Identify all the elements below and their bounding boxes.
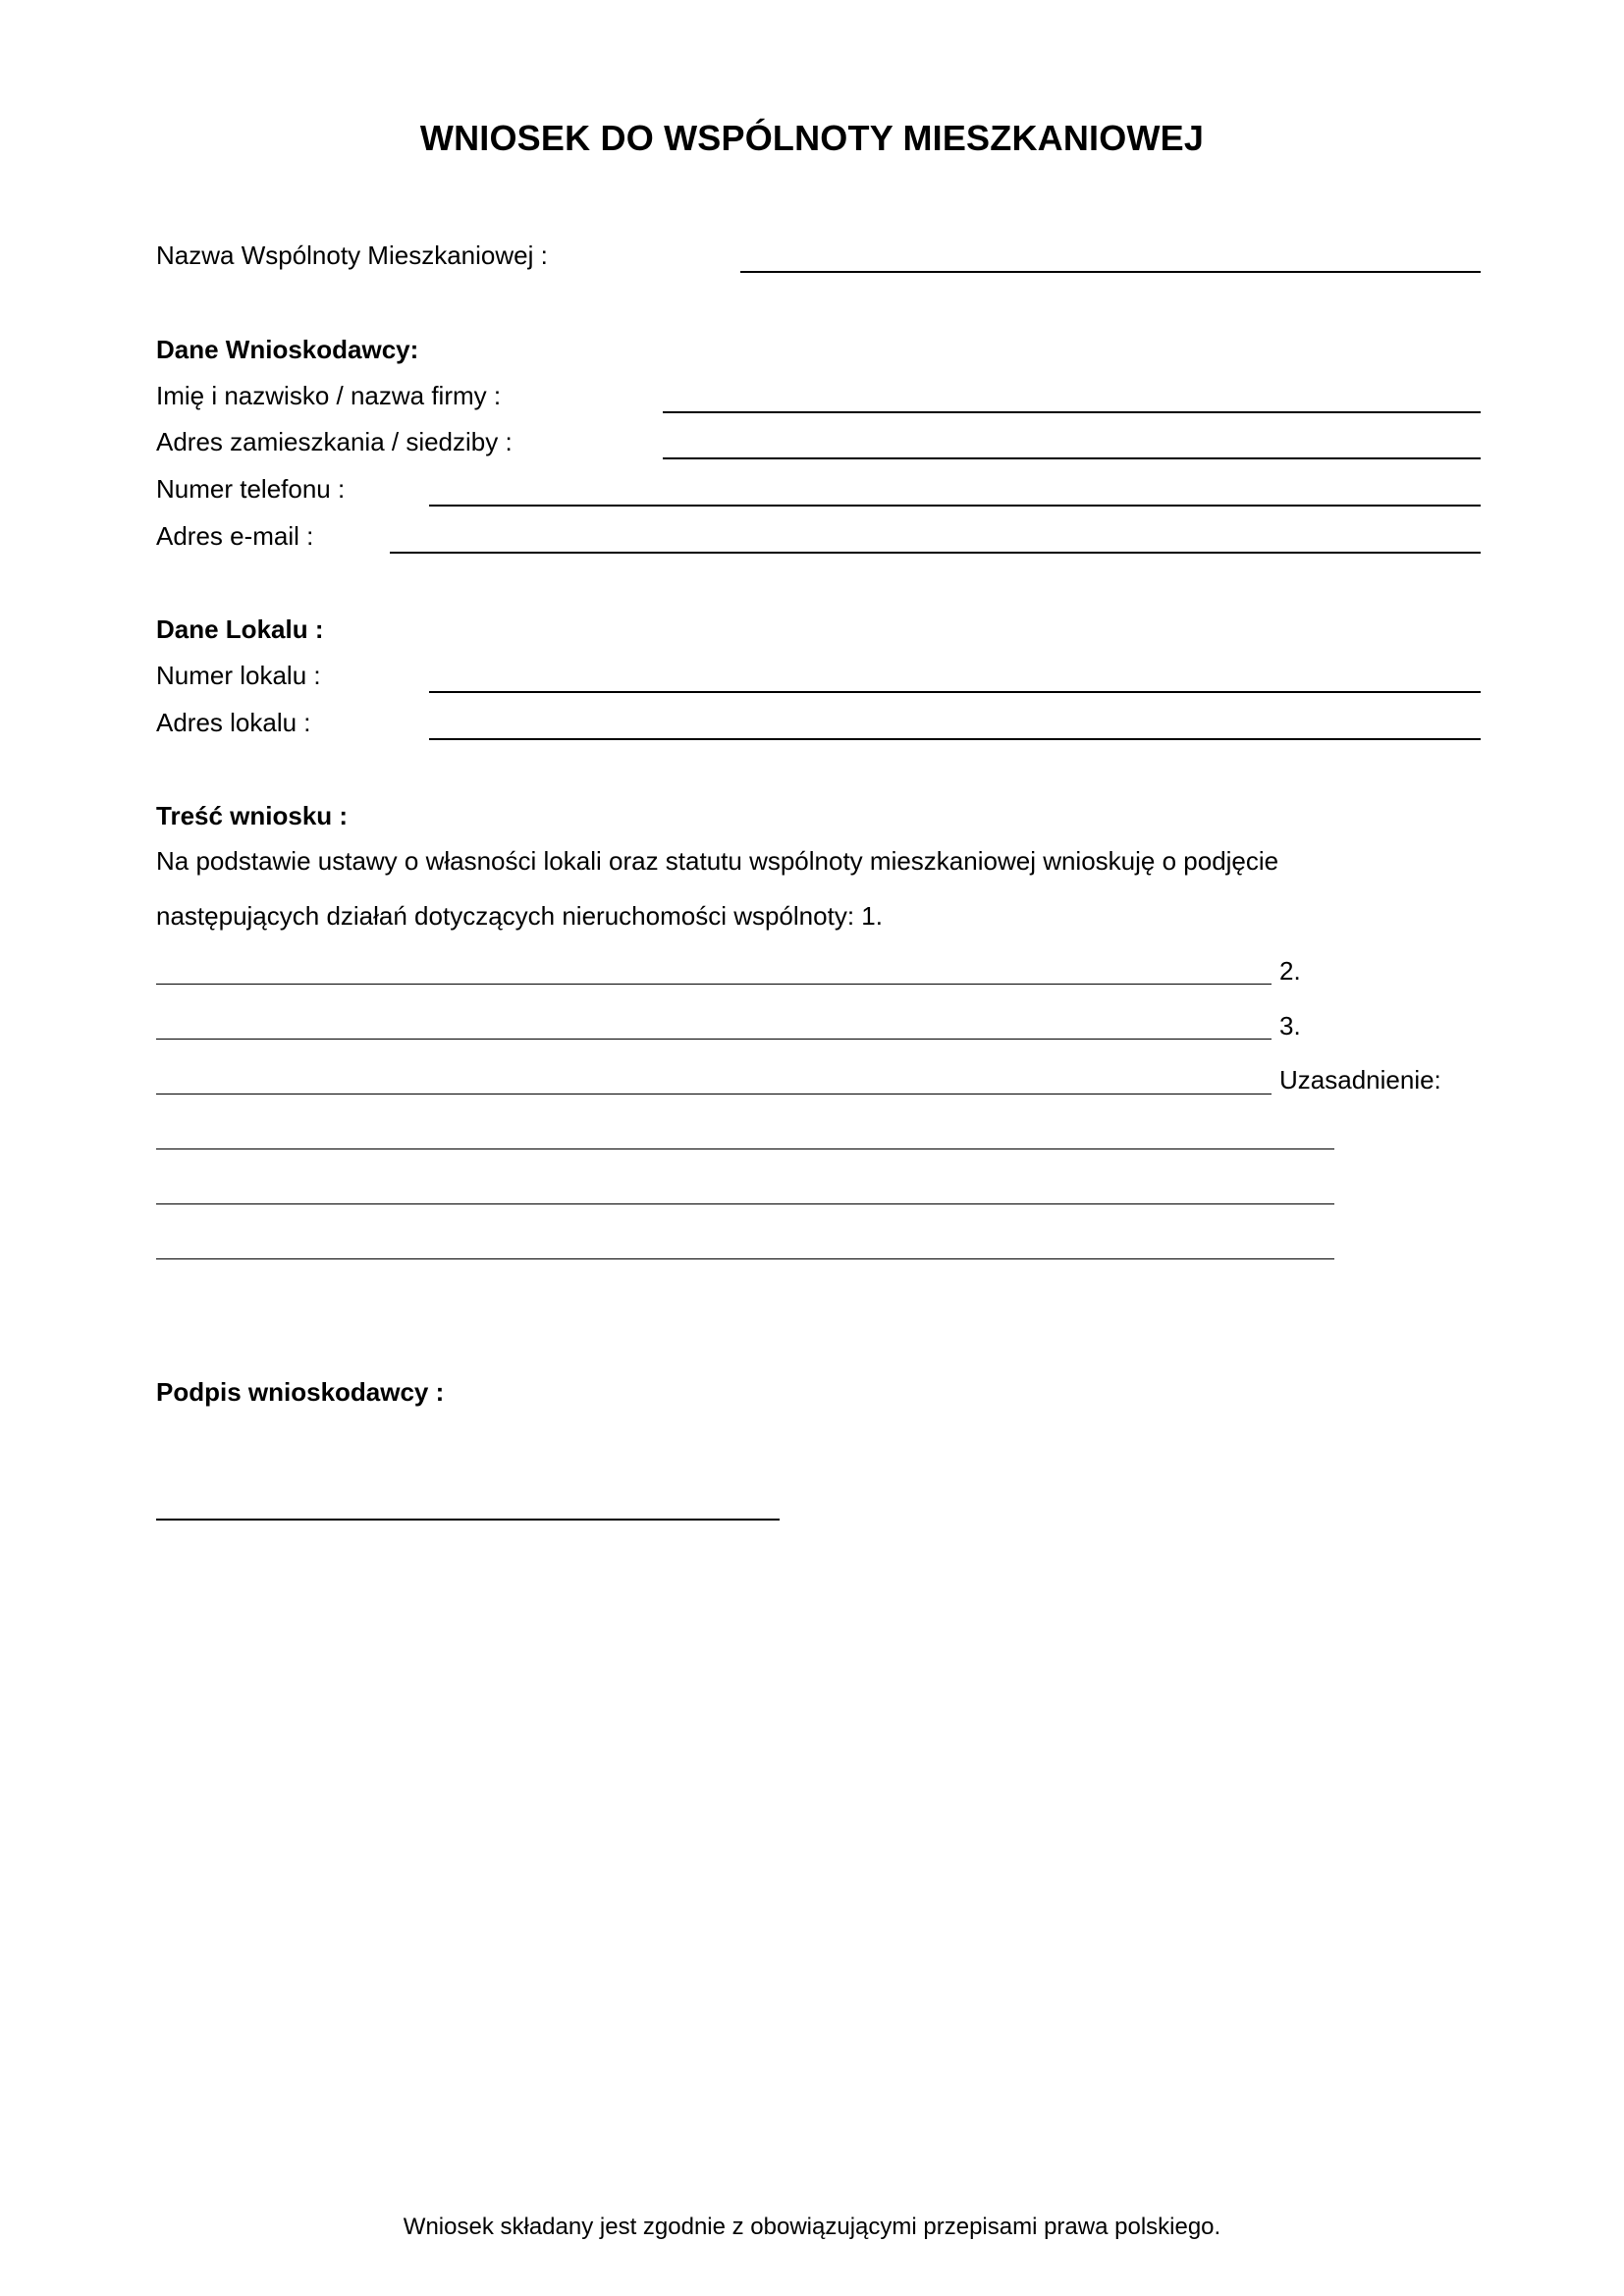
request-intro-line1: Na podstawie ustawy o własności lokali oraz statutu wspólnoty mieszkaniowej wnioskuję o podjęcie	[156, 846, 1279, 876]
applicant-address-field[interactable]	[663, 457, 1481, 459]
applicant-phone-field[interactable]	[429, 505, 1481, 507]
applicant-address-label: Adres zamieszkania / siedziby :	[156, 427, 513, 456]
request-item1-field[interactable]	[156, 984, 1272, 985]
unit-address-label: Adres lokalu :	[156, 708, 311, 737]
community-name-label: Nazwa Wspólnoty Mieszkaniowej :	[156, 240, 548, 270]
unit-address-field[interactable]	[429, 738, 1481, 740]
applicant-email-field[interactable]	[390, 552, 1481, 554]
request-item2-marker: 2.	[1279, 956, 1301, 986]
justification-line-2[interactable]	[156, 1203, 1334, 1204]
footer-note: Wniosek składany jest zgodnie z obowiązującymi przepisami prawa polskiego.	[403, 2214, 1221, 2240]
request-heading: Treść wniosku :	[156, 801, 349, 830]
request-item2-field[interactable]	[156, 1039, 1272, 1040]
justification-line-1[interactable]	[156, 1148, 1334, 1149]
unit-number-label: Numer lokalu :	[156, 661, 321, 690]
applicant-name-label: Imię i nazwisko / nazwa firmy :	[156, 381, 502, 410]
unit-heading: Dane Lokalu :	[156, 614, 324, 644]
community-name-field[interactable]	[740, 271, 1481, 273]
page-title: WNIOSEK DO WSPÓLNOTY MIESZKANIOWEJ	[419, 118, 1205, 158]
request-intro-line2: następujących działań dotyczących nieruchomości wspólnoty: 1.	[156, 901, 883, 931]
justification-label: Uzasadnienie:	[1279, 1065, 1441, 1095]
applicant-name-field[interactable]	[663, 411, 1481, 413]
request-item3-field[interactable]	[156, 1094, 1272, 1095]
justification-line-3[interactable]	[156, 1258, 1334, 1259]
applicant-email-label: Adres e-mail :	[156, 521, 314, 551]
applicant-phone-label: Numer telefonu :	[156, 474, 346, 504]
signature-heading: Podpis wnioskodawcy :	[156, 1377, 445, 1407]
applicant-heading: Dane Wnioskodawcy:	[156, 335, 419, 364]
request-item3-marker: 3.	[1279, 1011, 1301, 1041]
unit-number-field[interactable]	[429, 691, 1481, 693]
signature-field[interactable]	[156, 1519, 780, 1521]
